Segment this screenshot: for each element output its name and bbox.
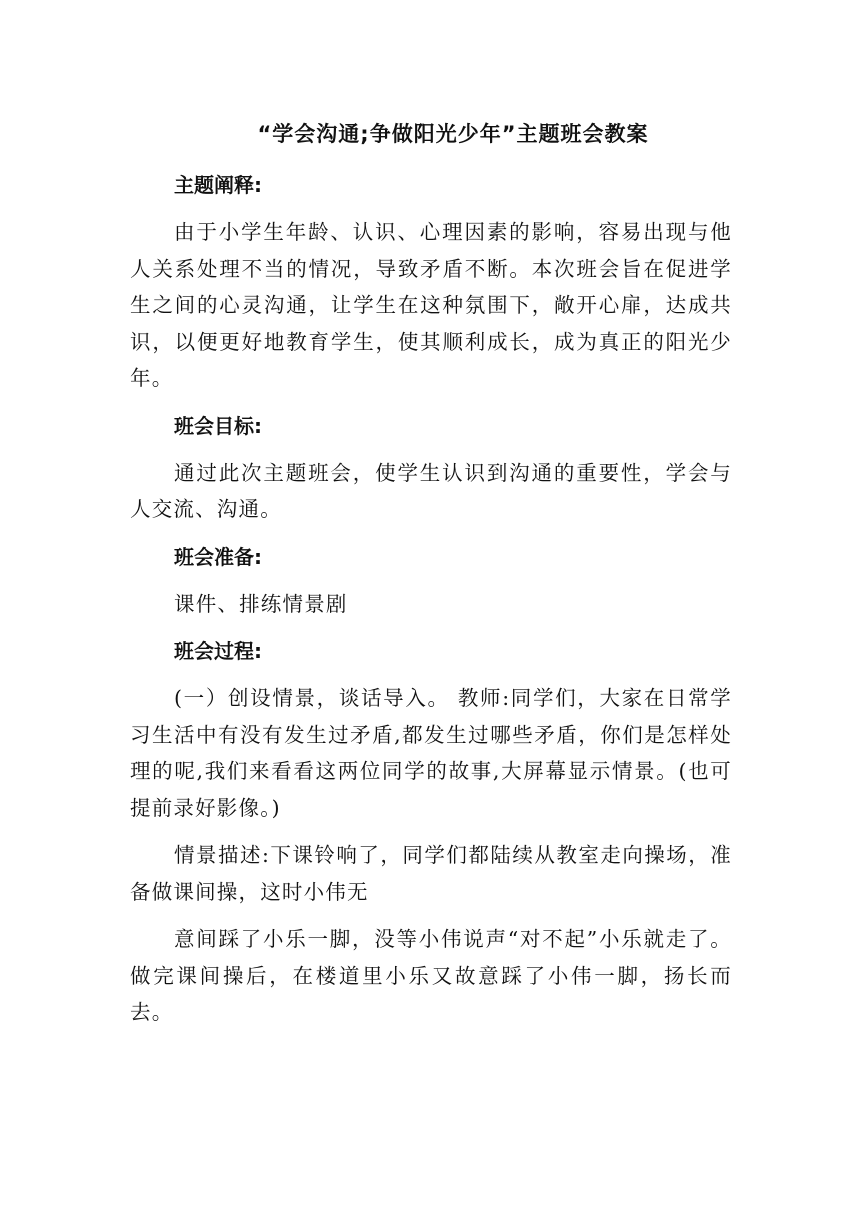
paragraph-goal: 通过此次主题班会，使学生认识到沟通的重要性，学会与人交流、沟通。 [130,460,732,521]
paragraph-process-intro: (一）创设情景，谈话导入。 教师:同学们，大家在日常学习生活中有没有发生过矛盾,都发生过哪些矛盾，你们是怎样处理的呢,我们来看看这两位同学的故事,大屏幕显示情景。(也可提前录好影像。) [130,686,732,820]
paragraph-scene-continued: 意间踩了小乐一脚，没等小伟说声“对不起”小乐就走了。做完课间操后，在楼道里小乐又故意踩了小伟一脚，扬长而去。 [130,927,732,1024]
document-title: “学会沟通;争做阳光少年”主题班会教案 [257,122,649,146]
paragraph-theme: 由于小学生年龄、认识、心理因素的影响，容易出现与他人关系处理不当的情况，导致矛盾不断。本次班会旨在促进学生之间的心灵沟通，让学生在这种氛围下，敞开心扉，达成共识，以便更好地教育学生，使其顺利成长，成为真正的阳光少年。 [130,220,732,390]
paragraph-scene-description: 情景描述:下课铃响了，同学们都陆续从教室走向操场，准备做课间操，这时小伟无 [130,843,732,904]
section-heading-preparation: 班会准备: [174,544,262,569]
section-heading-process: 班会过程: [174,639,262,663]
paragraph-preparation: 课件、排练情景剧 [174,591,348,616]
section-heading-goal: 班会目标: [174,413,262,438]
section-heading-theme: 主题阐释: [174,173,262,197]
